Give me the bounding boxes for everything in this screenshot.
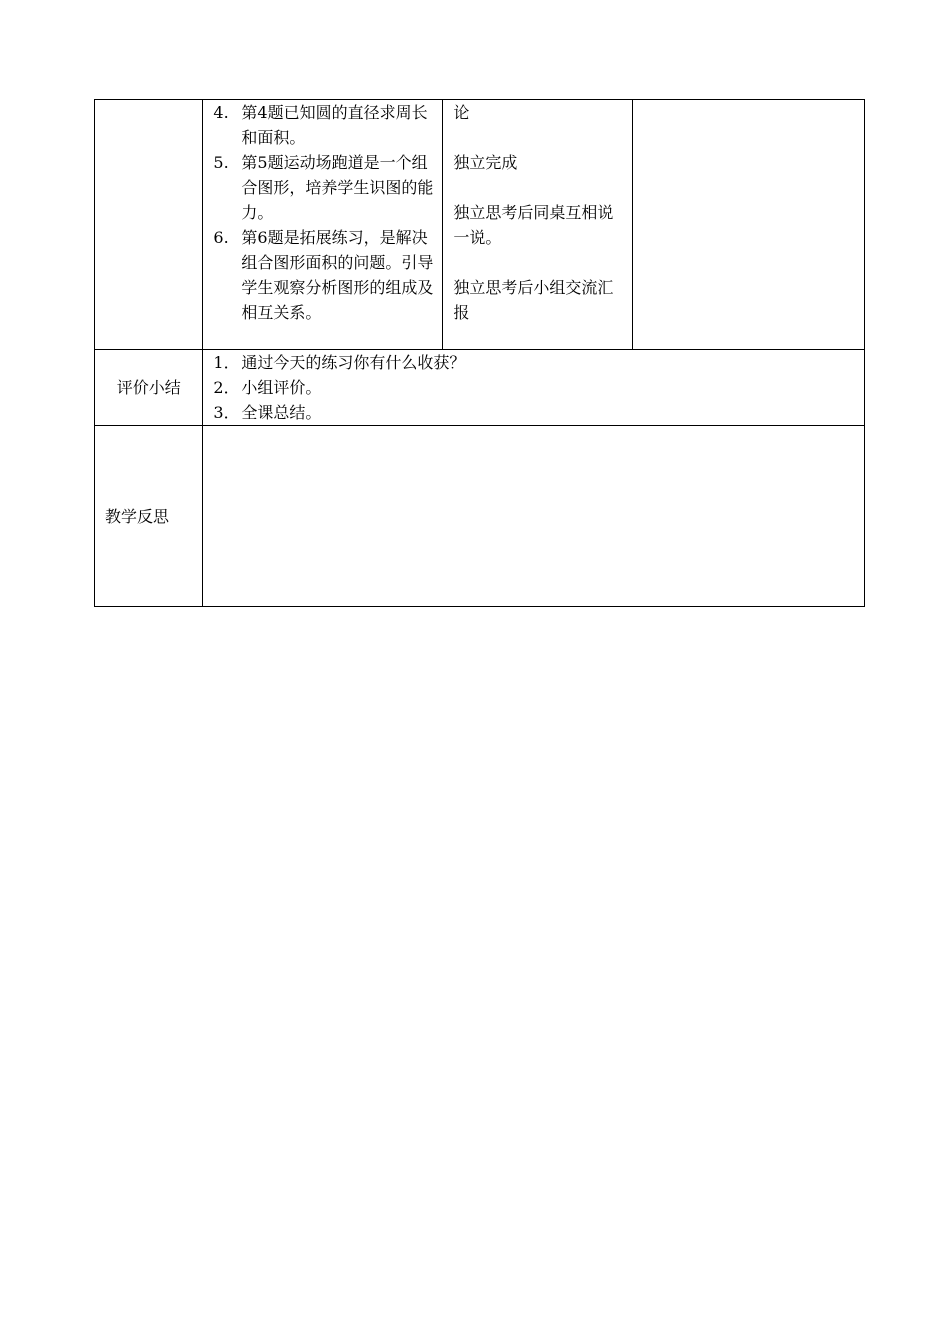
item-number: 2．	[213, 378, 240, 397]
list-item	[213, 225, 434, 325]
reflection-label: 教学反思	[95, 426, 203, 607]
step-number: 5.	[213, 153, 229, 172]
step-number: 6.	[213, 228, 229, 247]
activity-text: 独立思考后小组交流汇报	[453, 278, 614, 322]
list-item	[213, 375, 864, 400]
step-number: 4.	[213, 103, 229, 122]
reflection-content[interactable]	[203, 426, 865, 607]
activity-text: 论	[453, 103, 470, 122]
activity-text: 独立思考后同桌互相说一说。	[453, 203, 614, 247]
steps-list	[203, 100, 442, 325]
teacher-steps-cell	[203, 100, 443, 350]
practice-row	[95, 100, 865, 350]
item-number: 3．	[213, 403, 240, 422]
item-text: 小组评价。	[241, 378, 322, 397]
evaluation-row	[95, 350, 865, 426]
notes-cell-empty	[633, 100, 865, 350]
item-number: 1．	[213, 353, 240, 372]
list-item	[213, 350, 864, 375]
step-text: 第4题已知圆的直径求周长和面积。	[241, 103, 428, 147]
list-item	[213, 100, 434, 150]
evaluation-list	[203, 350, 864, 425]
student-activity-cell	[443, 100, 633, 350]
item-text: 通过今天的练习你有什么收获？	[241, 353, 466, 372]
evaluation-content	[203, 350, 865, 426]
list-item	[213, 150, 434, 225]
step-text: 第5题运动场跑道是一个组合图形，培养学生识图的能力。	[241, 153, 434, 222]
item-text: 全课总结。	[241, 403, 322, 422]
step-text: 第6题是拓展练习，是解决组合图形面积的问题。引导学生观察分析图形的组成及相互关系。	[241, 228, 434, 322]
row-label-empty	[95, 100, 203, 350]
lesson-plan-table	[94, 99, 865, 607]
evaluation-label: 评价小结	[95, 350, 203, 426]
activity-text: 独立完成	[453, 153, 518, 172]
reflection-row	[95, 426, 865, 607]
list-item	[213, 400, 864, 425]
